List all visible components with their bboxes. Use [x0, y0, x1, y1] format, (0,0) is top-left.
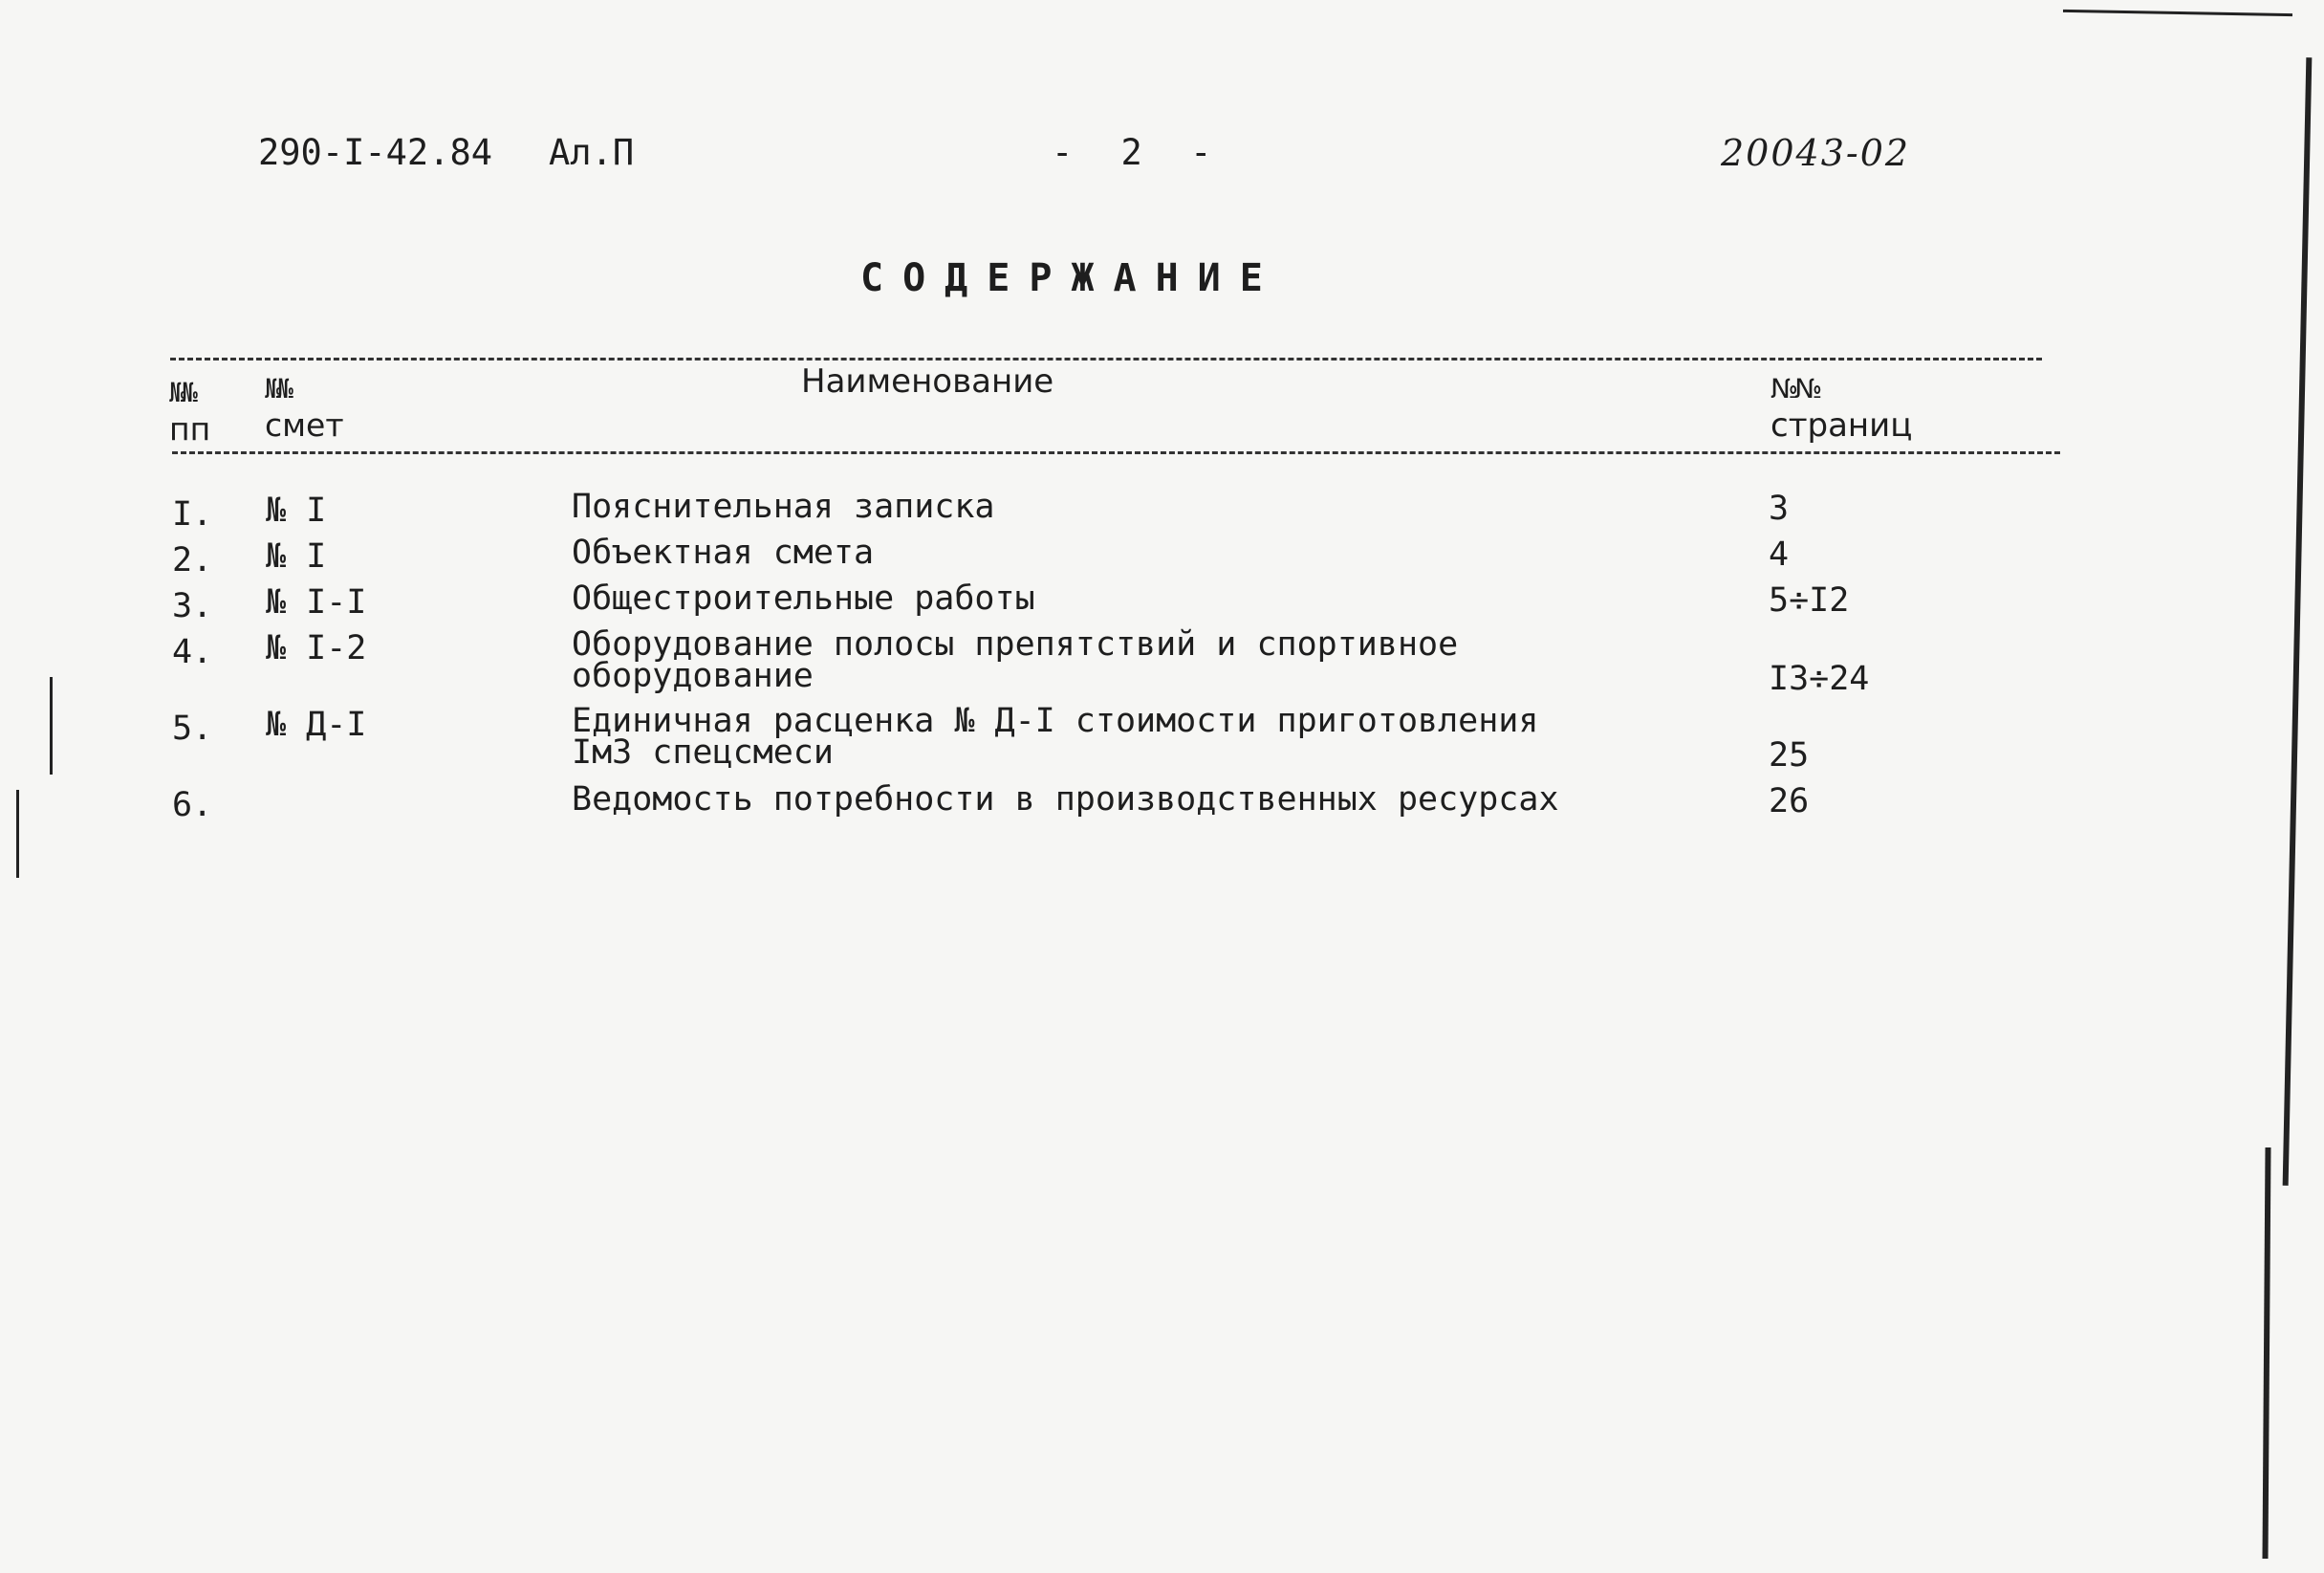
column-header-smet-label: смет	[265, 406, 344, 444]
document-code: 290-I-42.84	[258, 132, 493, 173]
table-row-estimate: № I-2	[266, 629, 367, 667]
column-header-name: Наименование	[801, 362, 1054, 401]
table-row-pages: 3	[1769, 490, 1790, 528]
table-row-pages: 26	[1769, 782, 1810, 820]
table-row-name: Ведомость потребности в производственных ресурсах	[572, 780, 1559, 819]
scan-right-edge-line-lower	[2262, 1147, 2270, 1559]
table-row-name: Единичная расценка № Д-I стоимости приготовления Iм3 спецсмеси	[572, 702, 1539, 772]
column-header-smet	[265, 371, 344, 444]
table-row-pages: 25	[1769, 736, 1810, 775]
table-row-number: 4.	[172, 633, 213, 671]
table-row-number: I.	[172, 495, 213, 534]
album-number: Ал.П	[549, 132, 635, 173]
column-header-pp	[169, 375, 210, 448]
table-row-name: Объектная смета	[572, 534, 875, 572]
column-header-pages-label: страниц	[1770, 406, 1913, 445]
scan-left-margin-mark-lower	[16, 790, 19, 878]
scan-right-edge-line	[2283, 57, 2313, 1186]
scan-top-edge-line	[2063, 10, 2292, 16]
table-row-pages: 5÷I2	[1769, 581, 1850, 620]
column-header-pages-symbol: №№	[1770, 373, 1819, 404]
table-row-number: 6.	[172, 786, 213, 824]
table-row-pages: 4	[1769, 535, 1790, 574]
table-row-estimate: № Д-I	[266, 706, 367, 744]
table-row-estimate: № I	[266, 537, 327, 576]
table-row-name: Оборудование полосы препятствий и спортивное оборудование	[572, 625, 1459, 695]
table-row-name: Пояснительная записка	[572, 488, 995, 526]
column-header-pp-symbol: №№	[169, 377, 194, 408]
page-title: СОДЕРЖАНИЕ	[860, 256, 1282, 300]
column-header-pp-label: пп	[169, 410, 211, 448]
table-row-estimate: № I	[266, 492, 327, 530]
table-row-number: 3.	[172, 587, 213, 625]
column-header-smet-symbol: №№	[265, 373, 290, 404]
table-row-estimate: № I-I	[266, 583, 367, 622]
table-row-number: 2.	[172, 541, 213, 579]
page-number: - 2 -	[1052, 132, 1226, 173]
table-row-number: 5.	[172, 710, 213, 748]
table-header-rule	[172, 451, 2060, 454]
inventory-number: 20043-02	[1721, 132, 1911, 174]
table-row-name: Общестроительные работы	[572, 579, 1035, 618]
column-header-pages	[1770, 371, 1912, 444]
table-top-rule	[170, 358, 2042, 360]
scan-left-margin-mark	[50, 677, 53, 775]
table-row-pages: I3÷24	[1769, 660, 1870, 698]
